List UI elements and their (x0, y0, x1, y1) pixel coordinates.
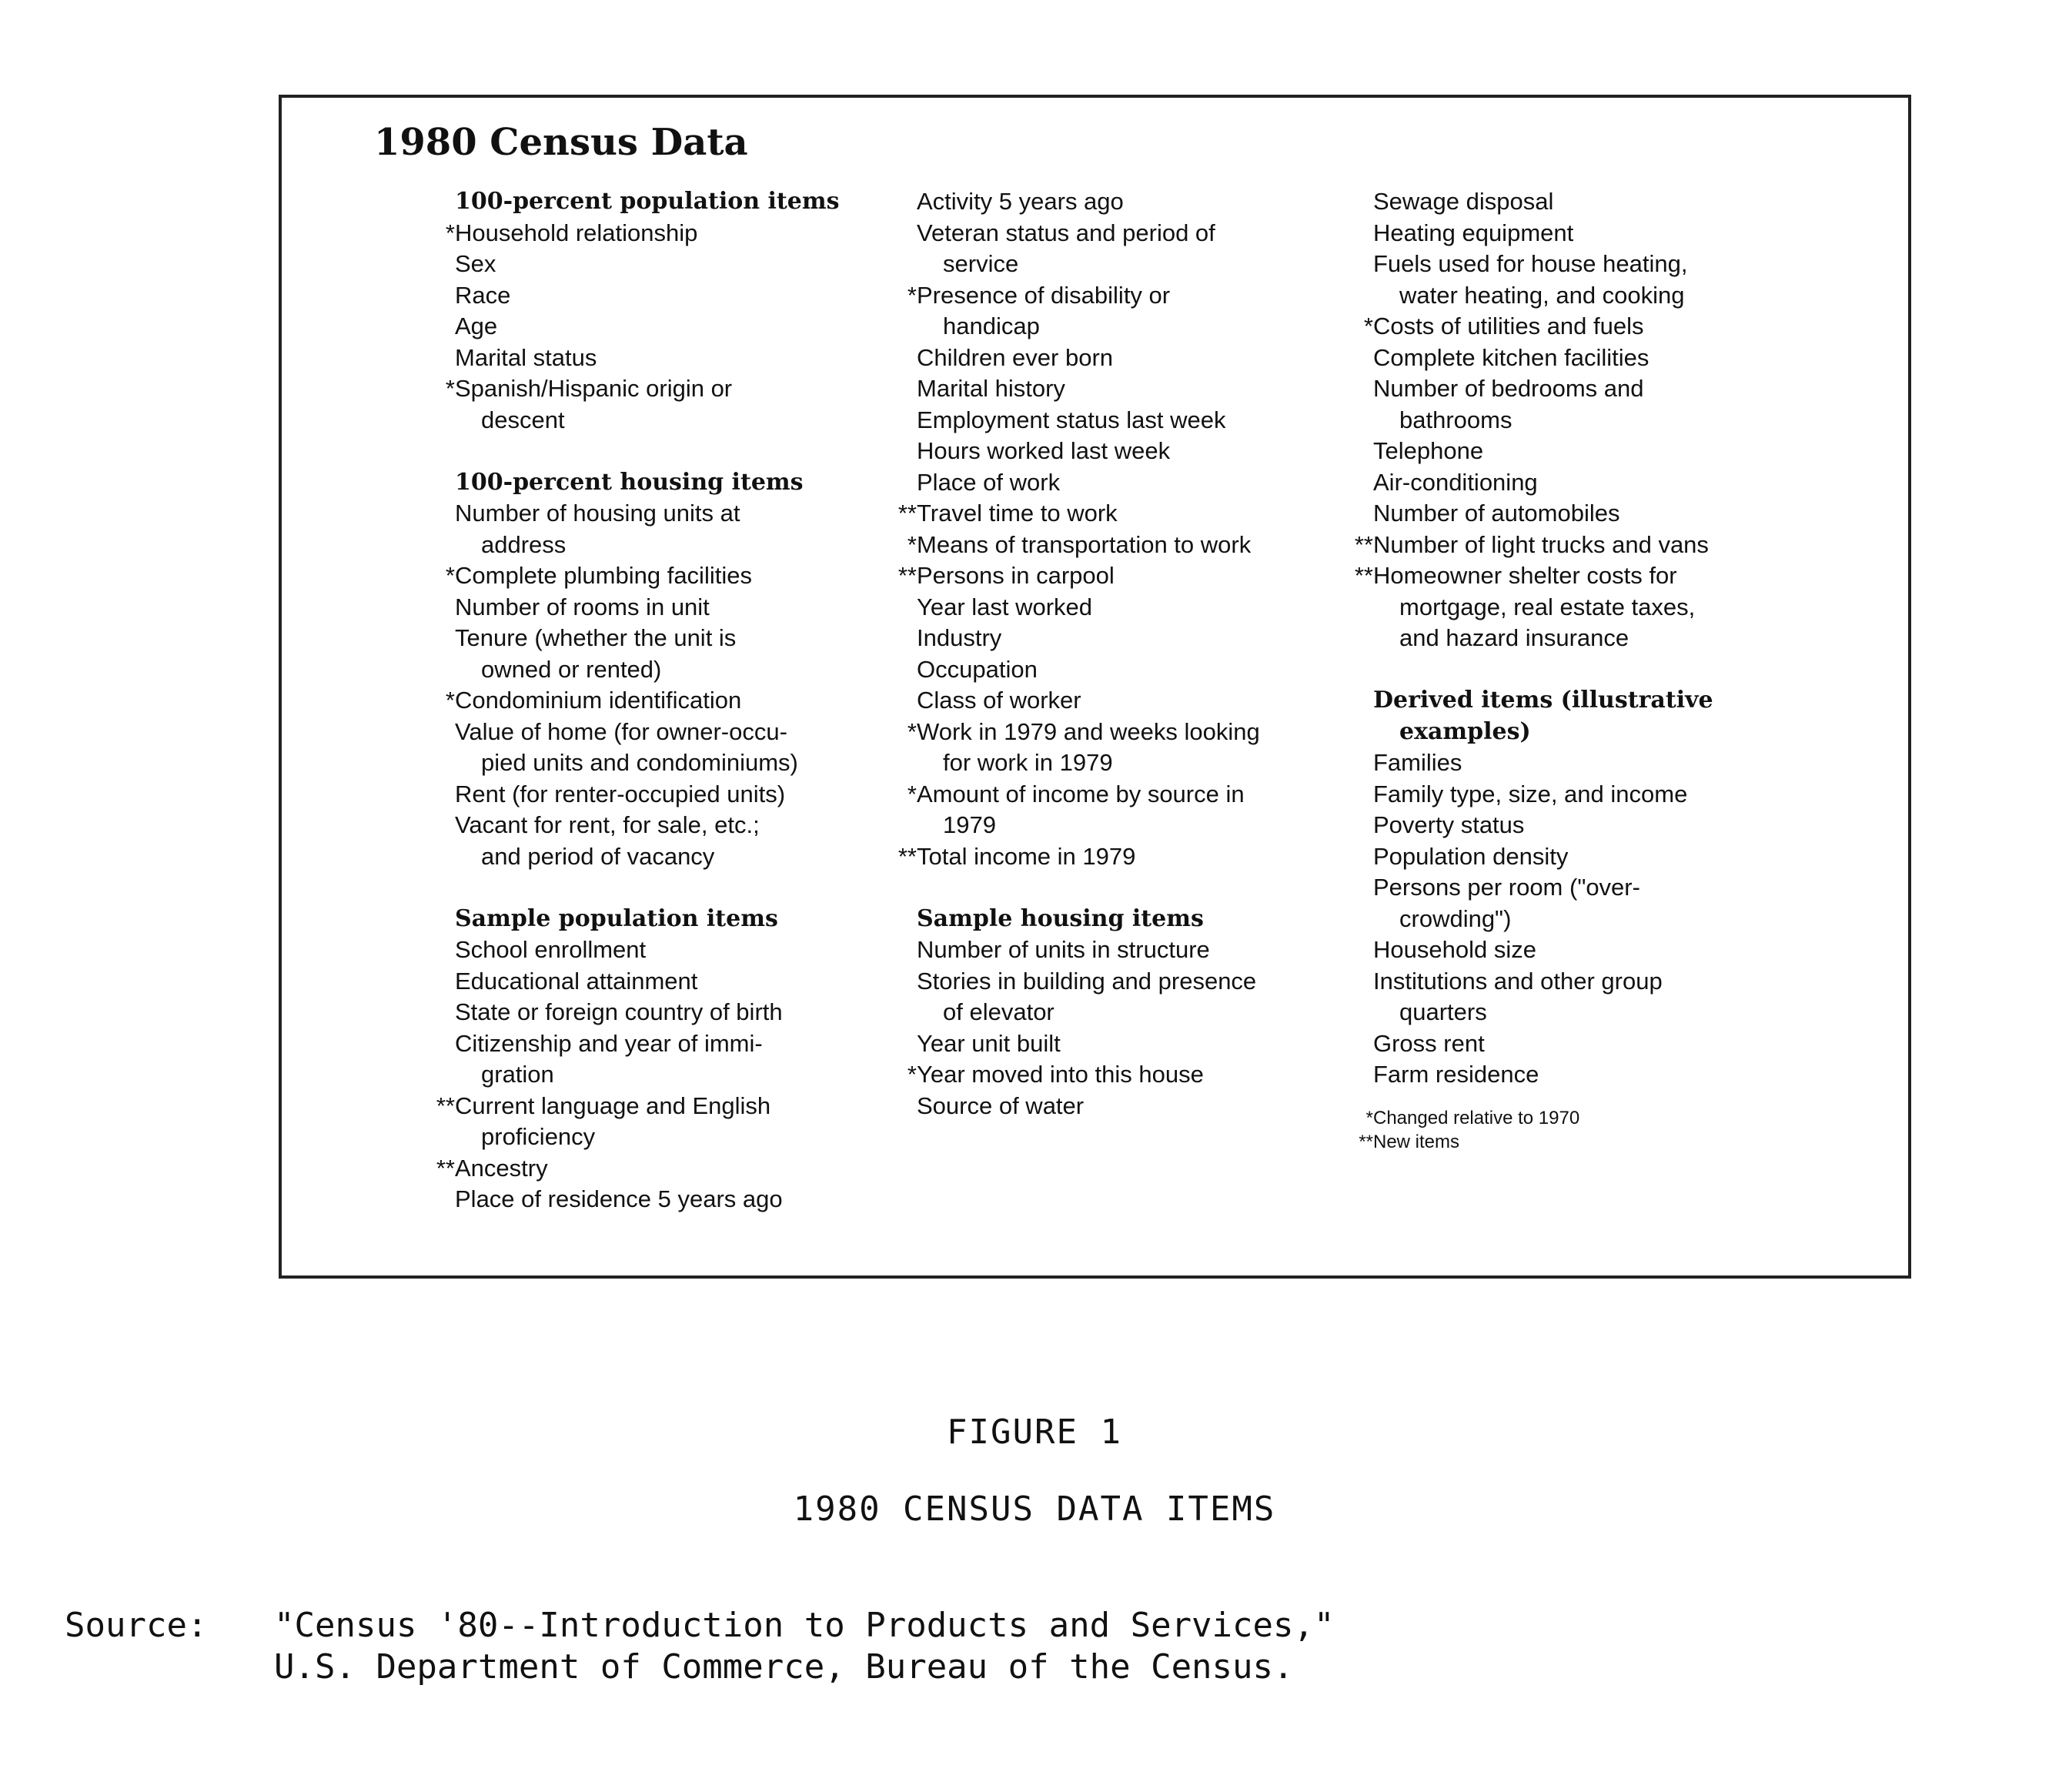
data-item (1350, 841, 1713, 873)
data-item (1350, 560, 1713, 592)
item-text: Air-conditioning (1373, 468, 1538, 496)
figure-title: 1980 CENSUS DATA ITEMS (793, 1489, 1276, 1529)
item-marker: ** (1354, 562, 1373, 589)
item-text: Condominium identification (455, 687, 742, 714)
item-text: Year last worked (917, 593, 1093, 620)
data-item (894, 436, 1260, 467)
section-heading-text: Derived items (illustrative (1373, 687, 1713, 714)
item-text: Occupation (917, 655, 1038, 683)
item-text: Family type, size, and income (1373, 780, 1688, 807)
box-title: 1980 Census Data (374, 121, 748, 164)
data-item (1350, 810, 1713, 841)
item-text: Persons in carpool (917, 562, 1115, 589)
data-item (432, 1153, 840, 1185)
data-item-continued (894, 311, 1260, 343)
item-text: Total income in 1979 (917, 842, 1136, 870)
data-item-continued (894, 997, 1260, 1028)
source-label: Source: (65, 1606, 208, 1645)
data-item (894, 685, 1260, 717)
source-line: U.S. Department of Commerce, Bureau of the Census. (274, 1647, 1294, 1687)
item-marker: * (907, 281, 917, 309)
section-heading (1350, 685, 1713, 717)
data-item (1350, 1059, 1713, 1091)
item-text: Number of bedrooms and (1373, 375, 1644, 402)
item-text: crowding") (1399, 904, 1512, 932)
item-text: Poverty status (1373, 811, 1525, 838)
item-text: pied units and condominiums) (481, 749, 798, 776)
section-heading-text: examples) (1399, 717, 1531, 745)
section-heading (894, 904, 1260, 935)
data-item (432, 934, 840, 966)
data-item (894, 218, 1260, 249)
item-text: Class of worker (917, 687, 1081, 714)
item-text: Age (455, 313, 498, 339)
item-marker: * (445, 687, 455, 714)
item-text: and period of vacancy (481, 842, 715, 870)
data-item-continued (894, 249, 1260, 280)
source-citation (65, 1605, 1335, 1688)
item-text: Activity 5 years ago (917, 188, 1124, 215)
item-text: Value of home (for owner-occu- (455, 717, 787, 745)
item-text: Homeowner shelter costs for (1373, 562, 1677, 589)
data-item (1350, 872, 1713, 904)
section-gap (894, 872, 1260, 904)
item-text: Number of light trucks and vans (1373, 530, 1709, 558)
item-text: Marital status (455, 343, 597, 371)
item-text: Means of transportation to work (917, 530, 1252, 558)
item-marker: ** (897, 500, 917, 527)
item-text: descent (481, 406, 565, 433)
data-item-continued (432, 530, 840, 561)
data-item (894, 1059, 1260, 1091)
data-item-continued (1350, 997, 1713, 1028)
data-item (894, 623, 1260, 654)
data-item (432, 717, 840, 748)
census-items-box (279, 95, 1911, 1279)
data-item (894, 498, 1260, 530)
section-heading (432, 904, 840, 935)
item-text: handicap (943, 313, 1040, 339)
data-item-continued (1350, 405, 1713, 436)
column-2 (894, 186, 1260, 1122)
data-item-continued (432, 747, 840, 779)
section-gap (432, 872, 840, 904)
item-marker: * (907, 780, 917, 807)
item-text: 1979 (943, 811, 996, 838)
item-text: Complete kitchen facilities (1373, 343, 1650, 371)
section-heading (432, 186, 840, 218)
item-text: Race (455, 281, 511, 309)
data-item (1350, 966, 1713, 998)
data-item (432, 810, 840, 841)
section-heading-continued (1350, 717, 1713, 748)
footnotes (1350, 1106, 1713, 1154)
data-item (894, 343, 1260, 374)
item-text: Complete plumbing facilities (455, 562, 752, 589)
data-item (432, 498, 840, 530)
section-heading-text: Sample housing items (917, 904, 1204, 932)
source-line: "Census '80--Introduction to Products and Services," (274, 1606, 1335, 1645)
data-item (894, 966, 1260, 998)
data-item (894, 186, 1260, 218)
item-text: bathrooms (1399, 406, 1512, 433)
item-text: Work in 1979 and weeks looking (917, 717, 1260, 745)
section-gap (1350, 654, 1713, 686)
item-text: Hours worked last week (917, 437, 1171, 464)
item-marker: * (445, 375, 455, 402)
item-text: State or foreign country of birth (455, 998, 783, 1025)
data-item (894, 560, 1260, 592)
item-text: Stories in building and presence (917, 967, 1257, 995)
item-marker: ** (436, 1154, 455, 1182)
data-item-continued (1350, 592, 1713, 624)
data-item (432, 623, 840, 654)
data-item (894, 841, 1260, 873)
data-item-continued (1350, 904, 1713, 935)
data-item (1350, 467, 1713, 499)
item-text: address (481, 530, 567, 558)
item-text: Vacant for rent, for sale, etc.; (455, 811, 760, 838)
item-text: Marital history (917, 375, 1065, 402)
data-item (1350, 436, 1713, 467)
footnote-text: New items (1373, 1131, 1460, 1152)
item-text: Farm residence (1373, 1061, 1539, 1088)
source-text (274, 1605, 1335, 1688)
data-item (432, 249, 840, 280)
data-item-continued (432, 405, 840, 436)
item-text: Industry (917, 624, 1002, 651)
item-marker: * (445, 562, 455, 589)
item-text: Population density (1373, 842, 1569, 870)
data-item (1350, 186, 1713, 218)
data-item-continued (432, 841, 840, 873)
item-text: proficiency (481, 1123, 596, 1150)
data-item-continued (1350, 623, 1713, 654)
item-text: Travel time to work (917, 500, 1118, 527)
data-item (894, 717, 1260, 748)
item-text: Number of rooms in unit (455, 593, 710, 620)
item-text: and hazard insurance (1399, 624, 1629, 651)
data-item (1350, 1028, 1713, 1060)
item-text: Children ever born (917, 343, 1114, 371)
footnote (1350, 1106, 1713, 1130)
data-item (1350, 530, 1713, 561)
item-text: gration (481, 1061, 554, 1088)
data-item (1350, 373, 1713, 405)
data-item (894, 530, 1260, 561)
item-text: Place of residence 5 years ago (455, 1185, 783, 1212)
item-marker: ** (897, 842, 917, 870)
item-text: Persons per room ("over- (1373, 874, 1640, 901)
item-marker: ** (1354, 530, 1373, 558)
data-item (894, 934, 1260, 966)
data-item (894, 1091, 1260, 1122)
data-item (1350, 249, 1713, 280)
item-text: quarters (1399, 998, 1487, 1025)
item-marker: * (907, 717, 917, 745)
data-item-continued (432, 1122, 840, 1153)
data-item (894, 280, 1260, 312)
column-1 (432, 186, 840, 1215)
data-item (1350, 343, 1713, 374)
item-marker: * (445, 219, 455, 246)
item-text: Year unit built (917, 1029, 1061, 1057)
item-text: Place of work (917, 468, 1061, 496)
data-item (1350, 498, 1713, 530)
data-item (432, 1091, 840, 1122)
data-item (1350, 218, 1713, 249)
data-item (432, 966, 840, 998)
data-item (432, 592, 840, 624)
section-heading-text: Sample population items (455, 904, 778, 932)
item-text: Employment status last week (917, 406, 1226, 433)
item-marker: * (907, 530, 917, 558)
data-item (894, 592, 1260, 624)
item-text: water heating, and cooking (1399, 281, 1685, 309)
item-text: mortgage, real estate taxes, (1399, 593, 1696, 620)
data-item-continued (432, 654, 840, 686)
item-text: Costs of utilities and fuels (1373, 313, 1644, 339)
item-text: Telephone (1373, 437, 1484, 464)
data-item-continued (894, 747, 1260, 779)
data-item (1350, 934, 1713, 966)
item-text: Source of water (917, 1092, 1085, 1119)
data-item-continued (432, 1059, 840, 1091)
item-text: Number of units in structure (917, 936, 1210, 963)
item-text: Educational attainment (455, 967, 698, 995)
section-gap (432, 436, 840, 467)
data-item (432, 997, 840, 1028)
data-item (432, 1028, 840, 1060)
data-item (894, 373, 1260, 405)
data-item (894, 779, 1260, 811)
item-text: Spanish/Hispanic origin or (455, 375, 733, 402)
data-item-continued (1350, 280, 1713, 312)
data-item (1350, 747, 1713, 779)
item-text: Amount of income by source in (917, 780, 1245, 807)
item-text: Ancestry (455, 1154, 548, 1182)
item-marker: ** (897, 562, 917, 589)
item-text: Number of housing units at (455, 500, 740, 527)
item-text: Fuels used for house heating, (1373, 250, 1688, 277)
item-text: Sex (455, 250, 496, 277)
data-item (432, 779, 840, 811)
footnote-marker: * (1365, 1107, 1373, 1128)
item-text: Institutions and other group (1373, 967, 1663, 995)
item-text: Citizenship and year of immi- (455, 1029, 763, 1057)
item-text: Rent (for renter-occupied units) (455, 780, 786, 807)
data-item (894, 405, 1260, 436)
item-text: Veteran status and period of (917, 219, 1215, 246)
data-item (1350, 779, 1713, 811)
item-text: owned or rented) (481, 655, 662, 683)
item-text: for work in 1979 (943, 749, 1113, 776)
item-text: Presence of disability or (917, 281, 1171, 309)
item-text: of elevator (943, 998, 1055, 1025)
data-item (432, 280, 840, 312)
data-item (432, 1184, 840, 1215)
item-text: Tenure (whether the unit is (455, 624, 737, 651)
data-item (894, 1028, 1260, 1060)
data-item (894, 654, 1260, 686)
item-text: Household relationship (455, 219, 698, 246)
item-text: Current language and English (455, 1092, 771, 1119)
column-3 (1350, 186, 1713, 1154)
section-heading (432, 467, 840, 499)
data-item (432, 685, 840, 717)
footnote-text: Changed relative to 1970 (1373, 1107, 1580, 1128)
section-heading-text: 100-percent housing items (455, 468, 804, 496)
item-text: service (943, 250, 1019, 277)
item-text: Number of automobiles (1373, 500, 1620, 527)
item-text: School enrollment (455, 936, 647, 963)
data-item (432, 343, 840, 374)
item-text: Heating equipment (1373, 219, 1574, 246)
item-text: Gross rent (1373, 1029, 1485, 1057)
section-heading-text: 100-percent population items (455, 188, 840, 215)
data-item-continued (894, 810, 1260, 841)
footnote (1350, 1130, 1713, 1154)
figure-label: FIGURE 1 (947, 1413, 1122, 1452)
data-item (894, 467, 1260, 499)
data-item (432, 373, 840, 405)
item-marker: ** (436, 1092, 455, 1119)
data-item (432, 311, 840, 343)
item-marker: * (907, 1061, 917, 1088)
item-marker: * (1363, 313, 1373, 339)
item-text: Families (1373, 749, 1462, 776)
data-item (432, 218, 840, 249)
data-item (432, 560, 840, 592)
item-text: Year moved into this house (917, 1061, 1204, 1088)
data-item (1350, 311, 1713, 343)
footnote-marker: ** (1359, 1131, 1373, 1152)
item-text: Household size (1373, 936, 1536, 963)
item-text: Sewage disposal (1373, 188, 1554, 215)
